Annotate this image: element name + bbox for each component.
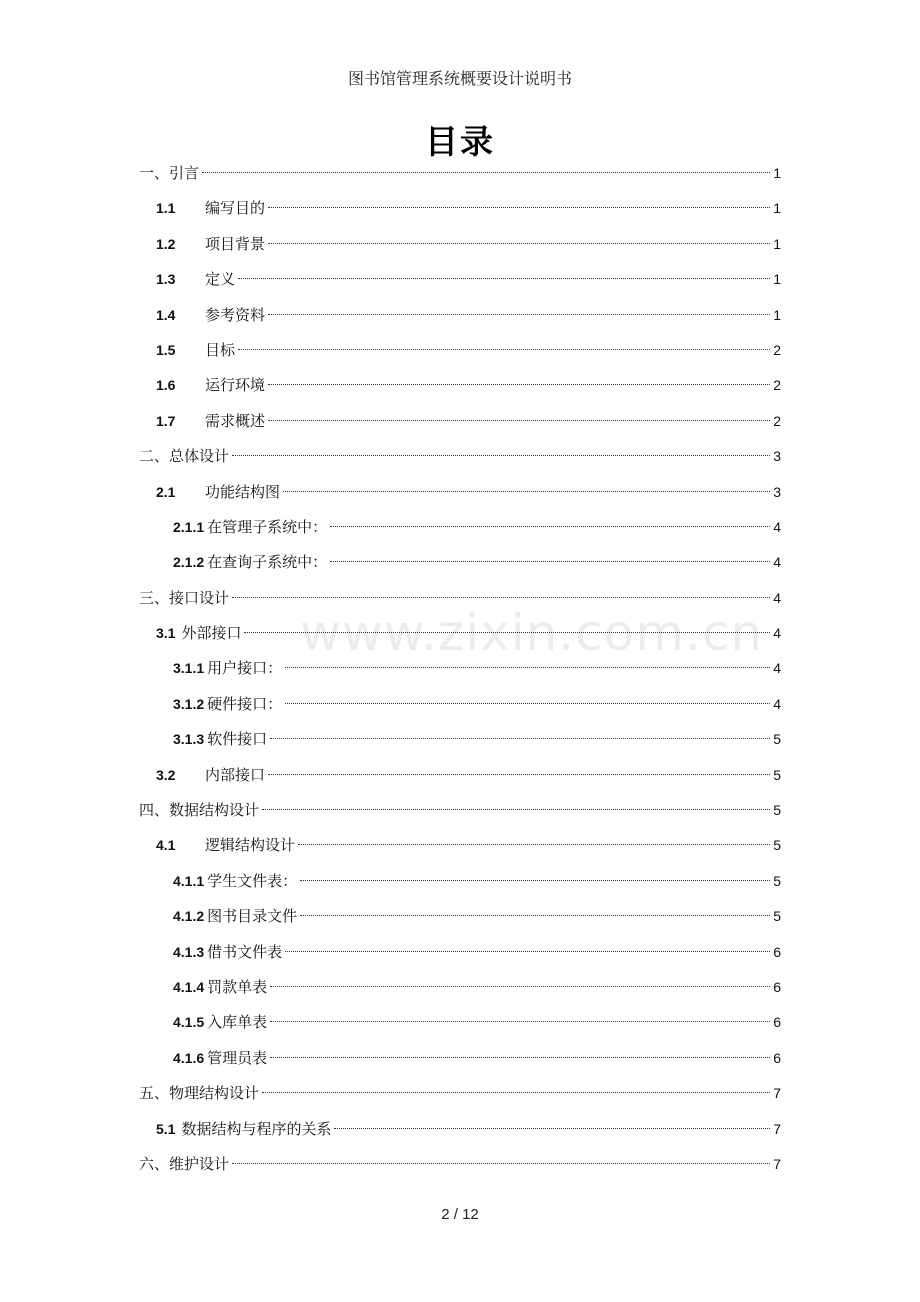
toc-entry-page: 3	[773, 483, 781, 500]
toc-entry-page: 6	[773, 1049, 781, 1066]
toc-entry[interactable]	[139, 970, 781, 1005]
toc-entry-number: 3.2	[156, 766, 176, 783]
dot-leader	[244, 632, 770, 633]
toc-entry-page: 4	[773, 625, 781, 642]
dot-leader	[330, 561, 770, 562]
toc-entry-page: 4	[773, 589, 781, 606]
dot-leader	[232, 1163, 770, 1164]
total-page-count: 12	[462, 1206, 479, 1223]
toc-entry-number: 1.4	[156, 306, 176, 323]
toc-entry[interactable]	[139, 333, 781, 368]
toc-entry-page: 4	[773, 695, 781, 712]
toc-entry-number: 4.1.5	[173, 1014, 205, 1031]
toc-entry-page: 1	[773, 271, 781, 288]
dot-leader	[268, 243, 770, 244]
dot-leader	[262, 1092, 770, 1093]
dot-leader	[270, 1057, 770, 1058]
toc-entry-number: 3.1.1	[173, 660, 205, 677]
toc-entry-title: 外部接口	[181, 624, 242, 643]
toc-entry[interactable]	[139, 864, 781, 899]
toc-entry-title: 管理员表	[207, 1048, 268, 1067]
toc-entry-number: 2.1.2	[173, 554, 205, 571]
dot-leader	[270, 986, 770, 987]
toc-entry-page: 4	[773, 660, 781, 677]
toc-entry-title: 用户接口：	[207, 659, 283, 678]
toc-entry-title: 五、物理结构设计	[139, 1084, 260, 1103]
dot-leader	[298, 844, 770, 845]
dot-leader	[238, 278, 770, 279]
toc-entry-title: 项目背景	[205, 234, 266, 253]
toc-entry[interactable]	[139, 439, 781, 474]
toc-entry[interactable]	[139, 899, 781, 934]
toc-entry-title: 在管理子系统中：	[207, 517, 328, 536]
toc-entry[interactable]	[139, 651, 781, 686]
toc-entry-title: 在查询子系统中：	[207, 553, 328, 572]
toc-entry-number: 4.1	[156, 837, 176, 854]
dot-leader	[285, 703, 770, 704]
toc-entry[interactable]	[139, 368, 781, 403]
toc-entry-page: 5	[773, 766, 781, 783]
toc-entry-title: 运行环境	[205, 376, 266, 395]
toc-entry[interactable]	[139, 262, 781, 297]
toc-entry-number: 4.1.2	[173, 908, 205, 925]
toc-entry-title: 数据结构与程序的关系	[181, 1119, 332, 1138]
toc-entry-number: 1.1	[156, 200, 176, 217]
dot-leader	[270, 1021, 770, 1022]
page-separator: /	[453, 1206, 463, 1223]
toc-entry-title: 目标	[205, 340, 236, 359]
table-of-contents	[139, 156, 781, 1182]
toc-entry-number: 4.1.3	[173, 943, 205, 960]
toc-entry-title: 内部接口	[205, 765, 266, 784]
dot-leader	[334, 1128, 770, 1129]
dot-leader	[202, 172, 770, 173]
watermark: www.zixin.com.cn	[300, 604, 764, 662]
toc-entry[interactable]	[139, 545, 781, 580]
dot-leader	[300, 915, 770, 916]
toc-entry-number: 2.1	[156, 483, 176, 500]
toc-entry-number: 1.7	[156, 412, 176, 429]
toc-entry[interactable]	[139, 1076, 781, 1111]
toc-entry[interactable]	[139, 793, 781, 828]
current-page-number: 2	[441, 1206, 450, 1223]
toc-entry-page: 5	[773, 837, 781, 854]
toc-entry-title: 罚款单表	[207, 977, 268, 996]
toc-title: 目录	[425, 122, 495, 161]
toc-entry-page: 5	[773, 731, 781, 748]
toc-entry-title: 一、引言	[139, 164, 200, 182]
toc-entry-page: 5	[773, 908, 781, 925]
toc-entry[interactable]	[139, 1147, 781, 1182]
toc-entry-page: 7	[773, 1155, 781, 1172]
toc-entry-title: 三、接口设计	[139, 588, 230, 607]
toc-entry-page: 6	[773, 978, 781, 995]
toc-entry[interactable]	[139, 510, 781, 545]
dot-leader	[262, 809, 770, 810]
toc-entry[interactable]	[139, 1112, 781, 1147]
toc-entry-page: 7	[773, 1085, 781, 1102]
toc-entry-number: 3.1.2	[173, 695, 205, 712]
dot-leader	[300, 880, 770, 881]
toc-entry-number: 1.5	[156, 341, 176, 358]
toc-entry[interactable]	[139, 935, 781, 970]
toc-entry-page: 5	[773, 872, 781, 889]
toc-entry-page: 7	[773, 1120, 781, 1137]
toc-entry-page: 4	[773, 518, 781, 535]
toc-entry-page: 6	[773, 1014, 781, 1031]
page-number-footer	[0, 1206, 920, 1223]
toc-entry-title: 编写目的	[205, 199, 266, 218]
toc-entry-page: 2	[773, 412, 781, 429]
toc-entry-number: 1.6	[156, 377, 176, 394]
dot-leader	[232, 455, 770, 456]
dot-leader	[283, 491, 770, 492]
toc-entry-title: 借书文件表	[207, 942, 283, 961]
toc-entry-title: 逻辑结构设计	[205, 836, 296, 855]
toc-entry-page: 1	[773, 306, 781, 323]
toc-entry[interactable]	[139, 581, 781, 616]
dot-leader	[268, 774, 770, 775]
toc-entry-title: 需求概述	[205, 411, 266, 430]
toc-entry-title: 学生文件表：	[207, 871, 298, 890]
dot-leader	[285, 667, 770, 668]
toc-entry-page: 1	[773, 200, 781, 217]
toc-entry-page: 2	[773, 341, 781, 358]
dot-leader	[268, 420, 770, 421]
toc-entry-number: 3.1.3	[173, 731, 205, 748]
dot-leader	[285, 951, 770, 952]
dot-leader	[268, 314, 770, 315]
toc-entry-page: 4	[773, 554, 781, 571]
toc-entry[interactable]	[139, 191, 781, 226]
toc-entry[interactable]	[139, 227, 781, 262]
toc-entry[interactable]	[139, 1041, 781, 1076]
toc-entry[interactable]	[139, 475, 781, 510]
toc-entry-number: 1.3	[156, 271, 176, 288]
toc-entry-page: 1	[773, 235, 781, 252]
toc-entry-title: 硬件接口：	[207, 694, 283, 713]
toc-entry-page: 5	[773, 802, 781, 819]
running-header: 图书馆管理系统概要设计说明书	[347, 69, 572, 88]
dot-leader	[232, 597, 770, 598]
toc-entry[interactable]	[139, 722, 781, 757]
toc-entry[interactable]	[139, 828, 781, 863]
dot-leader	[268, 384, 770, 385]
toc-entry[interactable]	[139, 156, 781, 191]
toc-entry[interactable]	[139, 1005, 781, 1040]
toc-entry-page: 3	[773, 448, 781, 465]
toc-entry-title: 参考资料	[205, 305, 266, 324]
toc-entry-title: 二、总体设计	[139, 447, 230, 466]
toc-entry-title: 软件接口	[207, 730, 268, 749]
toc-entry-title: 功能结构图	[205, 482, 281, 501]
toc-entry-title: 六、维护设计	[139, 1154, 230, 1173]
toc-entry-number: 2.1.1	[173, 518, 205, 535]
toc-entry[interactable]	[139, 758, 781, 793]
toc-entry-number: 5.1	[156, 1120, 176, 1137]
toc-entry-page: 6	[773, 943, 781, 960]
toc-entry-title: 定义	[205, 270, 236, 289]
toc-entry-page: 1	[773, 165, 781, 181]
toc-entry-number: 1.2	[156, 235, 176, 252]
dot-leader	[330, 526, 770, 527]
toc-entry[interactable]	[139, 404, 781, 439]
dot-leader	[270, 738, 770, 739]
toc-entry[interactable]	[139, 616, 781, 651]
toc-entry-page: 2	[773, 377, 781, 394]
dot-leader	[268, 207, 770, 208]
toc-entry-title: 图书目录文件	[207, 907, 298, 926]
toc-entry-title: 入库单表	[207, 1013, 268, 1032]
toc-entry-number: 4.1.6	[173, 1049, 205, 1066]
dot-leader	[238, 349, 770, 350]
toc-entry-number: 4.1.1	[173, 872, 205, 889]
toc-entry-title: 四、数据结构设计	[139, 801, 260, 820]
toc-entry[interactable]	[139, 687, 781, 722]
toc-entry-number: 3.1	[156, 625, 176, 642]
toc-entry-number: 4.1.4	[173, 978, 205, 995]
toc-entry[interactable]	[139, 298, 781, 333]
